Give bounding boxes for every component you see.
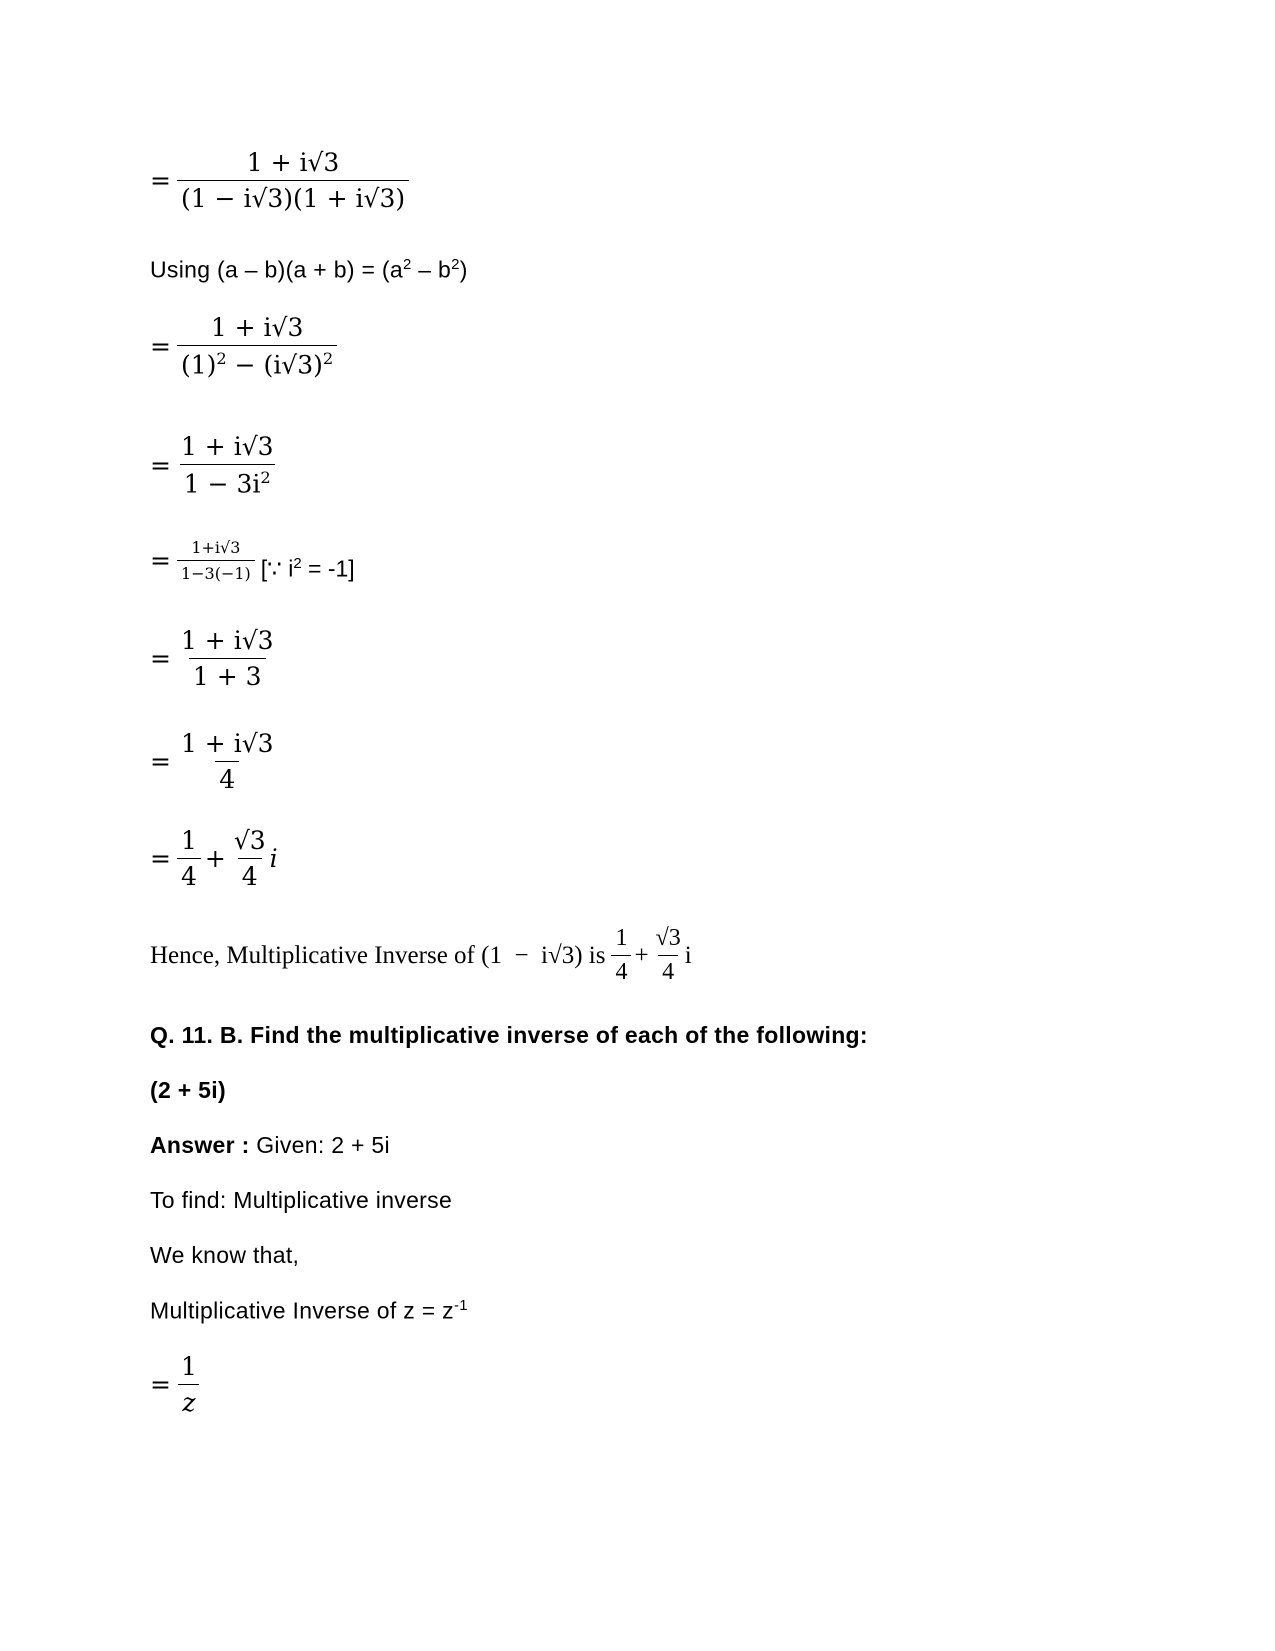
fraction — [177, 432, 278, 498]
den-part-a: (1) — [180, 350, 217, 380]
equals-sign: = — [150, 546, 171, 575]
denominator: 4 — [238, 858, 262, 891]
den-text: 1 − 3i — [183, 469, 261, 499]
equals-sign: = — [150, 166, 171, 195]
to-find-line: To find: Multiplicative inverse — [150, 1187, 453, 1213]
step-3 — [150, 432, 278, 498]
fraction-2 — [230, 826, 270, 891]
inverse-text: Multiplicative Inverse of z = z — [150, 1297, 454, 1324]
denominator: 4 — [658, 955, 678, 986]
note-a: [∵ i — [260, 556, 294, 582]
fraction — [177, 729, 278, 794]
question-expression: (2 + 5i) — [150, 1077, 226, 1103]
numerator: √3 — [655, 925, 681, 951]
identity-sup-2: 2 — [451, 256, 460, 273]
equals-sign: = — [150, 747, 171, 776]
conclusion-text: Hence, Multiplicative Inverse of (1 − i√3) is — [150, 941, 606, 969]
numerator: 1 + i√3 — [246, 148, 340, 177]
numerator: √3 — [233, 826, 266, 855]
inverse-definition — [150, 1297, 468, 1325]
identity-mid: – b — [411, 256, 452, 283]
answer-line — [150, 1132, 390, 1159]
equals-sign: = — [150, 331, 171, 361]
identity-text — [150, 256, 468, 284]
conclusion — [150, 925, 692, 986]
numerator: 1 + i√3 — [180, 432, 274, 461]
fraction — [177, 1352, 201, 1417]
step-2 — [150, 313, 337, 379]
question-title: Q. 11. B. Find the multiplicative inverse of each of the following: — [150, 1022, 868, 1048]
equals-sign: = — [150, 450, 171, 480]
identity-suffix: ) — [459, 256, 468, 283]
note — [261, 555, 355, 583]
step-4 — [150, 538, 355, 583]
fraction — [177, 313, 337, 379]
den-sup-a: 2 — [216, 349, 227, 368]
step-1 — [150, 148, 409, 213]
numerator: 1 + i√3 — [180, 729, 274, 758]
numerator: 1 + i√3 — [210, 313, 304, 342]
inverse-sup: -1 — [453, 1297, 468, 1314]
denominator: 1−3(−1) — [177, 560, 255, 583]
fraction — [177, 538, 255, 583]
denominator — [177, 345, 337, 379]
plus-sign: + — [634, 941, 649, 969]
step-7 — [150, 826, 278, 891]
den-sup: 2 — [260, 468, 271, 487]
fraction — [177, 626, 278, 691]
step-final — [150, 1352, 201, 1417]
denominator — [180, 464, 275, 498]
plus-sign: + — [204, 844, 226, 873]
numerator: 1 — [180, 826, 197, 855]
denominator: z — [178, 1384, 199, 1417]
denominator: 4 — [177, 858, 201, 891]
equals-sign: = — [150, 644, 171, 673]
step-5 — [150, 626, 278, 691]
denominator: (1 − i√3)(1 + i√3) — [177, 180, 409, 213]
fraction — [177, 148, 409, 213]
identity-prefix: Using (a – b)(a + b) = (a — [150, 256, 403, 283]
numerator: 1 + i√3 — [180, 626, 274, 655]
identity-sup-1: 2 — [402, 256, 412, 273]
den-part-b: − (i√3) — [226, 350, 323, 380]
note-b: = -1] — [301, 556, 355, 582]
imaginary-unit: i — [684, 941, 692, 969]
fraction-1 — [611, 925, 631, 986]
we-know-line: We know that, — [150, 1242, 300, 1268]
den-sup-b: 2 — [322, 349, 334, 368]
equals-sign: = — [150, 844, 171, 873]
fraction-1 — [177, 826, 201, 891]
denominator: 4 — [215, 761, 239, 794]
numerator: 1 — [180, 1352, 197, 1381]
numerator: 1+i√3 — [191, 538, 241, 557]
step-6 — [150, 729, 278, 794]
denominator: 4 — [611, 955, 631, 986]
answer-given: Given: 2 + 5i — [249, 1132, 390, 1158]
imaginary-unit: i — [269, 844, 278, 873]
note-sup: 2 — [293, 555, 302, 573]
equals-sign: = — [150, 1370, 171, 1399]
answer-label: Answer : — [150, 1132, 250, 1158]
fraction-2 — [652, 925, 685, 986]
numerator: 1 — [615, 925, 628, 951]
denominator: 1 + 3 — [189, 658, 266, 691]
